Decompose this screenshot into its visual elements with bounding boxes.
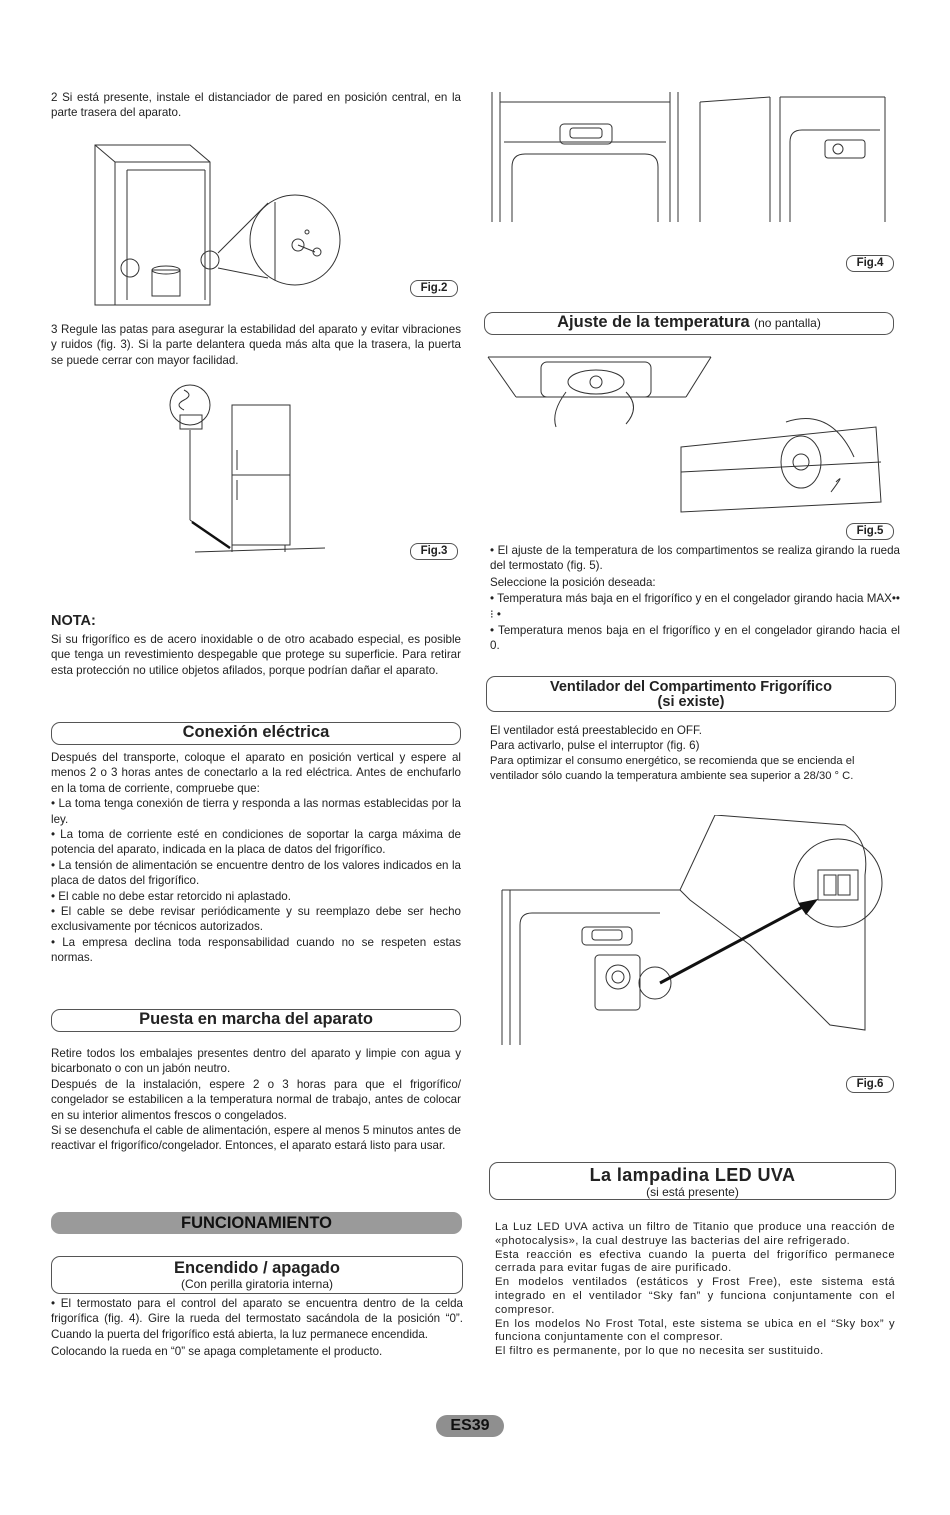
led-paragraph: El filtro es permanente, por lo que no necesita ser sustituido. [495, 1345, 824, 1358]
led-paragraph: Esta reacción es efectiva cuando la puerta del frigorífico permanece cerrada para evitar fugas de aire purificado. [495, 1248, 895, 1275]
funcionamiento-banner: FUNCIONAMIENTO [51, 1212, 462, 1234]
encendido-heading: Encendido / apagado [174, 1259, 340, 1277]
conexion-item: • La toma de corriente esté en condiciones de soportar la carga máxima de potencia del aparato, indicada en la placa de datos del frigorífico. [51, 828, 461, 857]
ventilador-paragraph: Para activarlo, pulse el interruptor (fig. 6) [490, 739, 700, 753]
page-number: ES39 [436, 1415, 504, 1437]
led-subheading: (si está presente) [646, 1185, 739, 1199]
led-paragraph: En modelos ventilados (estáticos y Frost Free), este sistema está integrado en el ventilador “Sky fan” y funciona conjuntamente con el compresor. [495, 1276, 895, 1316]
conexion-item: • La toma tenga conexión de tierra y responda a las normas establecidas por la ley. [51, 797, 461, 826]
ajuste-heading-box [484, 312, 894, 335]
encendido-paragraph: Colocando la rueda en “0” se apaga completamente el producto. [51, 1345, 383, 1359]
conexion-body [51, 750, 461, 966]
ventilador-body [490, 723, 900, 785]
ajuste-item: Seleccione la posición deseada: [490, 575, 656, 589]
ventilador-heading: Ventilador del Compartimento Frigorífico [550, 679, 832, 695]
led-paragraph: En los modelos No Frost Total, este sistema se ubica en el “Sky box” y funciona conjuntamente con el compresor. [495, 1317, 895, 1344]
led-heading: La lampadina LED UVA [589, 1165, 796, 1185]
ajuste-item: • El ajuste de la temperatura de los compartimentos se realiza girando la rueda del termostato (fig. 5). [490, 544, 900, 573]
encendido-body [51, 1296, 463, 1360]
encendido-paragraph: • El termostato para el control del aparato se encuentra dentro de la celda frigorífica (fig. 4). Gire la rueda del termostato sacándola de la posición “0”. Cuando la puerta del frigorífico está abierta, la luz permanece encendida. [51, 1297, 463, 1341]
fig3-leveling-feet-illustration [160, 380, 340, 570]
fig5-thermostat-dial-illustration [486, 352, 886, 527]
step-2-text: 2 Si está presente, instale el distanciador de pared en posición central, en la parte trasera del aparato. [51, 91, 461, 120]
encendido-subheading: (Con perilla giratoria interna) [180, 1277, 334, 1291]
fig6-label: Fig.6 [846, 1076, 894, 1093]
ajuste-item: • Temperatura menos baja en el frigorífico y en el congelador girando hacia el 0. [490, 624, 900, 653]
fig2-label: Fig.2 [410, 280, 458, 297]
led-heading-box [489, 1162, 896, 1200]
ventilador-subheading: (si existe) [657, 694, 725, 710]
encendido-heading-box [51, 1256, 463, 1294]
fig3-label: Fig.3 [410, 543, 458, 560]
fig4-label: Fig.4 [846, 255, 894, 272]
conexion-heading: Conexión eléctrica [182, 723, 330, 741]
puesta-body [51, 1046, 461, 1154]
ventilador-paragraph: El ventilador está preestablecido en OFF. [490, 724, 703, 737]
puesta-heading: Puesta en marcha del aparato [139, 1010, 373, 1028]
ajuste-item: • Temperatura más baja en el frigorífico y en el congelador girando hacia MAX•• ⁝ • [490, 592, 900, 621]
ajuste-heading: Ajuste de la temperatura [557, 313, 750, 331]
ventilador-heading-box [486, 676, 896, 712]
nota-text: Si su frigorífico es de acero inoxidable o de otro acabado especial, es posible que tenga un revestimiento despegable que protege su superficie. Para retirar esta protección no utilice objetos afilados, porque podrían dañar el aparato. [51, 633, 461, 677]
puesta-paragraph: Retire todos los embalajes presentes dentro del aparato y limpie con agua y bicarbonato o con un jabón neutro. [51, 1047, 461, 1076]
conexion-item: • El cable no debe estar retorcido ni aplastado. [51, 889, 291, 903]
fig6-fan-switch-illustration [500, 815, 890, 1045]
conexion-intro: Después del transporte, coloque el aparato en posición vertical y espere al menos 2 o 3 horas antes de conectarlo a la red eléctrica. Antes de enchufarlo en la toma de corriente, compruebe que: [51, 751, 461, 795]
fig4-thermostat-location-illustration [490, 92, 890, 227]
conexion-item: • La tensión de alimentación se encuentre dentro de los valores indicados en la placa de datos del frigorífico. [51, 858, 461, 888]
puesta-heading-box [51, 1009, 461, 1032]
fig2-wall-spacer-illustration [90, 140, 350, 310]
led-paragraph: La Luz LED UVA activa un filtro de Titanio que produce una reacción de «photocalysis», la cual destruye las bacterias del aire refrigerado. [495, 1221, 895, 1247]
ajuste-body [490, 543, 900, 654]
puesta-paragraph: Después de la instalación, espere 2 o 3 horas para que el frigorífico/ congelador se estabilicen a la temperatura normal de trabajo, antes de colocar en su interior alimentos frescos o congelados. [51, 1077, 461, 1122]
conexion-heading-box [51, 722, 461, 745]
puesta-paragraph: Si se desenchufa el cable de alimentación, espere al menos 5 minutos antes de reactivar el frigorífico/congelador. Entonces, el aparato estará listo para usar. [51, 1124, 461, 1153]
led-body [495, 1221, 895, 1359]
ajuste-subheading: (no pantalla) [754, 316, 821, 330]
step-3-text: 3 Regule las patas para asegurar la estabilidad del aparato y evitar vibraciones y ruidos (fig. 3). Si la parte delantera queda más alta que la trasera, la puerta se puede cerrar con mayor facilidad. [51, 323, 461, 367]
fig5-label: Fig.5 [846, 523, 894, 540]
nota-heading: NOTA: [51, 613, 96, 629]
conexion-item: • El cable se debe revisar periódicamente y su reemplazo debe ser hecho exclusivamente por técnicos autorizados. [51, 905, 461, 934]
conexion-item: • La empresa declina toda responsabilidad cuando no se respeten estas normas. [51, 935, 461, 965]
ventilador-paragraph: Para optimizar el consumo energético, se recomienda que se encienda el ventilador sólo cuando la temperatura ambiente sea superior a 28/30 ° C. [490, 754, 855, 783]
